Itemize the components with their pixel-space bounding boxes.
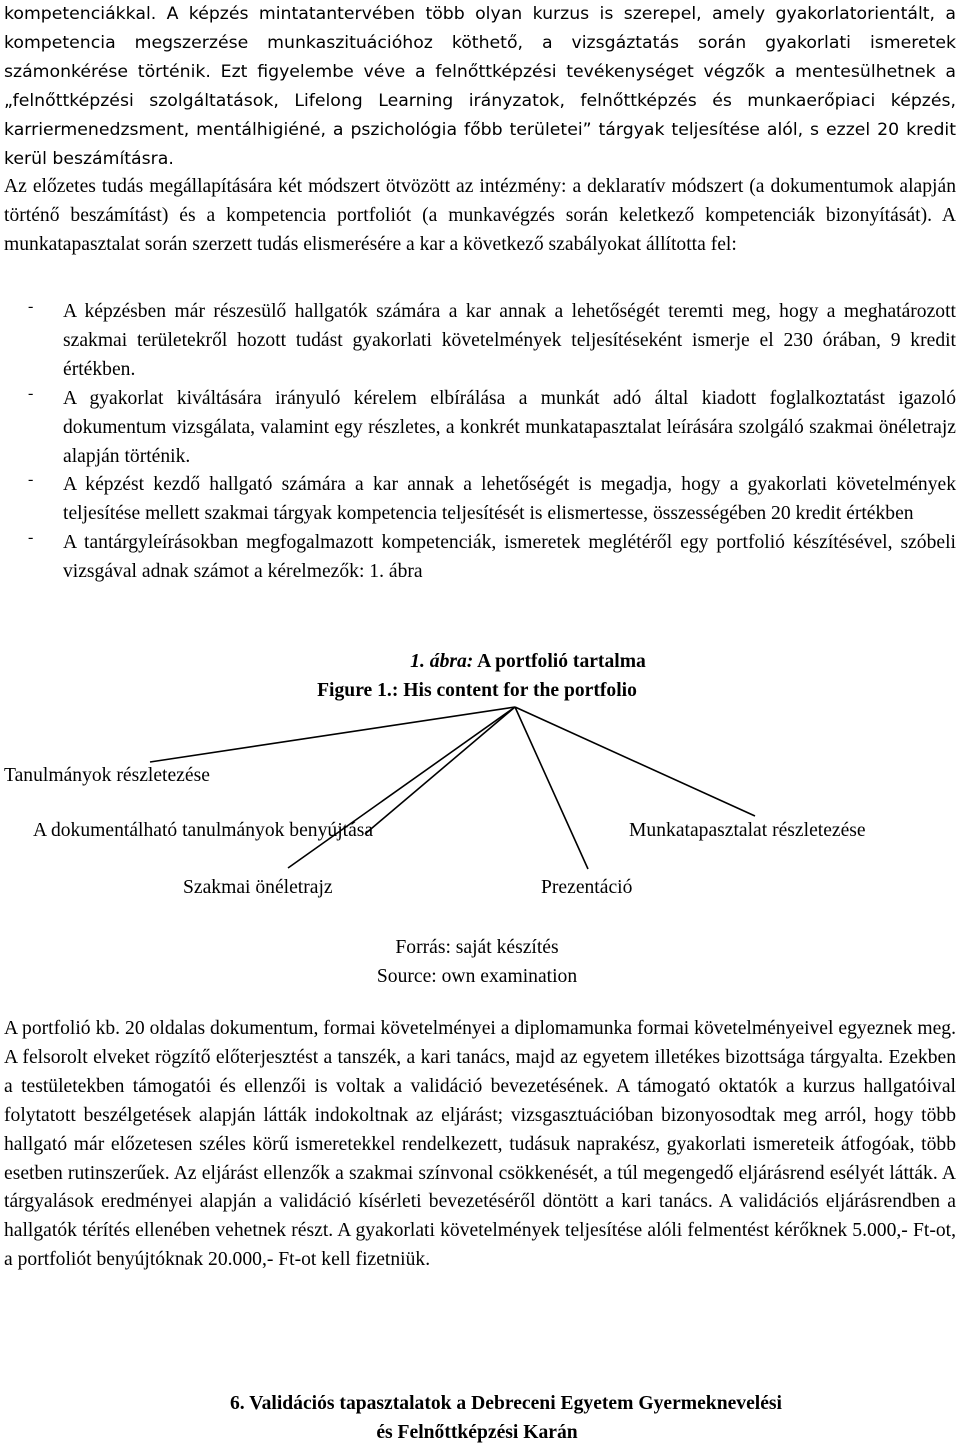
paragraph-competencies: kompetenciákkal. A képzés mintatantervében több olyan kurzus is szerepel, amely gyakorlatorientált, a kompetencia megszerzése munkaszituációhoz köthető, a vizsgáztatás során gyakorlati ismeretek számonkérése történik. Ezt figyelembe véve a felnőttképzési tevékenységet végzők a mentesülhetnek a „felnőttképzési szolgáltatások, Lifelong Learning irányzatok, felnőttképzés és munkaerőpiaci képzés, karriermenedzsment, mentálhigiéné, a pszichológia főbb területei” tárgyak teljesítése alól, s ezzel 20 kredit kerül beszámításra. <box>4 4 956 169</box>
figure-source: Forrás: saját készítés <box>395 937 559 958</box>
node-munkatapasztalat: Munkatapasztalat részletezése <box>629 820 866 841</box>
figure-label: ábra: <box>429 651 474 672</box>
list-item-text: A képzésben már részesülő hallgatók számára a kar annak a lehetőségét teremti meg, hogy a meghatározott szakmai területekről hozott tudást gyakorlati követelmények teljesítéseként ismerje el 230 órában, 9 kredit értékben. <box>63 301 956 380</box>
node-prezentacio: Prezentáció <box>541 877 633 898</box>
connector-line <box>515 707 755 816</box>
list-dash: - <box>28 471 34 489</box>
list-dash: - <box>28 384 34 402</box>
connector-line <box>150 707 515 762</box>
list-item <box>0 298 956 385</box>
list-item-text: A tantárgyleírásokban megfogalmazott kompetenciák, ismeretek meglétéről egy portfolió készítésével, szóbeli vizsgával adnak számot a kérelmezők: 1. ábra <box>63 532 956 583</box>
section-heading-line2: és Felnőttképzési Karán <box>376 1422 578 1443</box>
list-item <box>0 529 956 587</box>
figure-source-english: Source: own examination <box>376 966 578 987</box>
list-item <box>0 471 956 529</box>
section-heading: 6. Validációs tapasztalatok a Debreceni Egyetem Gyermeknevelési <box>229 1393 782 1414</box>
node-tanulmanyok: Tanulmányok részletezése <box>4 765 210 786</box>
connector-line <box>515 707 588 869</box>
rules-list <box>0 298 956 587</box>
list-dash: - <box>28 529 34 547</box>
paragraph-prior-knowledge: Az előzetes tudás megállapítására két módszert ötvözött az intézmény: a deklaratív módszert (a dokumentumok alapján történő beszámítást) és a kompetencia portfoliót (a munkavégzés során keletkező kompetenciák bizonyítását). A munkatapasztalat során szerzett tudás elismerésére a kar a következő szabályokat állította fel: <box>4 176 956 255</box>
list-item <box>0 385 956 472</box>
node-dokumentalhato: A dokumentálható tanulmányok benyújtása <box>33 820 374 841</box>
paragraph-portfolio: A portfolió kb. 20 oldalas dokumentum, formai követelményei a diplomamunka formai követelményeivel egyeznek meg. A felsorolt elveket rögzítő előterjesztést a tanszék, a kari tanács, majd az egyetem illetékes bizottsága tárgyalta. Ezekben a testületekben támogatói és ellenzői is voltak a validáció bevezetésének. A támogató oktatók a kurzus hallgatóival folytatott beszélgetések alapján látták indokoltnak az eljárást; vizsgasztuációban bizonyosodtak meg arról, hogy több hallgató már előzetesen széles körű ismeretekkel rendelkezett, tudásuk naprakész, gyakorlati ismereteik átfogóak, több esetben rutinszerűek. Az eljárást ellenzők a szakmai színvonal csökkenését, a túl megengedő eljárásrend esélyét látták. A tárgyalások eredményei alapján a validáció kísérleti bevezetéséről döntött a kari tanács. A validációs eljárásrendben a hallgatók térítés ellenében vehetnek részt. A gyakorlati követelmények teljesítése alóli felmentést kérőknek 5.000,- Ft-ot, a portfoliót benyújtóknak 20.000,- Ft-ot kell fizetniük. <box>4 1018 956 1271</box>
node-szakmai-oneletrajz: Szakmai önéletrajz <box>183 877 333 898</box>
list-item-text: A képzést kezdő hallgató számára a kar annak a lehetőségét is megadja, hogy a gyakorlati követelmények teljesítése mellett szakmai tárgyak kompetencia teljesítését is elismertesse, összességében 20 kredit értékben <box>63 474 956 525</box>
list-item-text: A gyakorlat kiváltására irányuló kérelem elbírálása a munkát adó által kiadott foglalkoztatást igazoló dokumentum vizsgálata, valamint egy részletes, a konkrét munkatapasztalat leírására szolgáló szakmai önéletrajz alapján történik. <box>63 387 956 467</box>
connector-line <box>365 707 515 834</box>
figure-caption-english: Figure 1.: His content for the portfolio <box>317 680 637 701</box>
connector-line <box>288 707 515 868</box>
list-dash: - <box>28 298 34 315</box>
figure-caption <box>0 648 960 676</box>
figure-title: A portfolió tartalma <box>473 651 646 672</box>
figure-number: 1. <box>410 651 425 672</box>
